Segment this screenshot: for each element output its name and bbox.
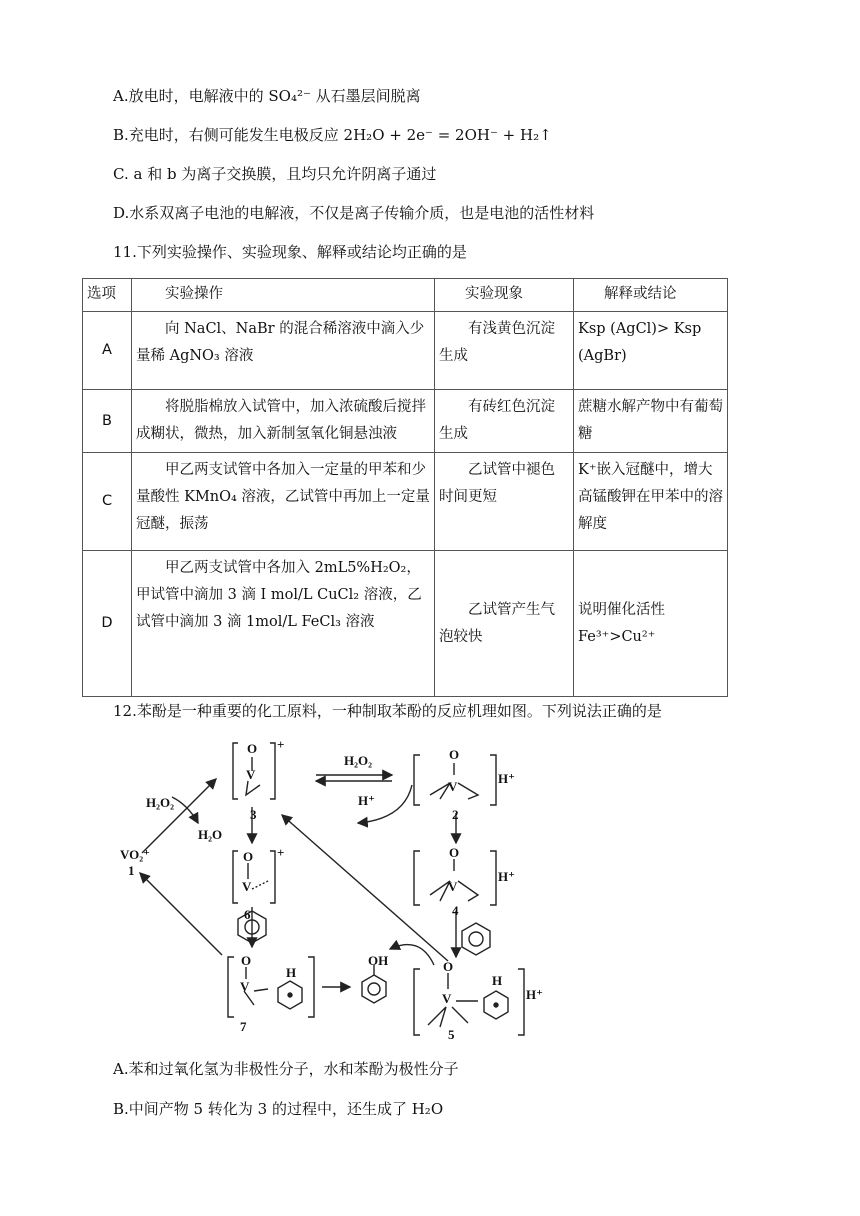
table-row (83, 312, 728, 390)
reagent-label: H⁺ (358, 793, 375, 808)
q12-option-a: A.苯和过氧化氢为非极性分子，水和苯酚为极性分子 (113, 1060, 459, 1078)
header-conclusion: 解释或结论 (574, 279, 728, 312)
q11-table (82, 278, 728, 697)
row-conclusion: 蔗糖水解产物中有葡萄糖 (574, 390, 728, 453)
reagent-label: H₂O₂ (146, 795, 175, 810)
q12-option-b: B.中间产物 5 转化为 3 的过程中，还生成了 H₂O (113, 1100, 444, 1118)
atom-label: V (442, 991, 452, 1006)
atom-label: H (492, 973, 503, 988)
row-option: A (83, 312, 132, 390)
row-operation: 甲乙两支试管中各加入一定量的甲苯和少量酸性 KMnO₄ 溶液，乙试管中再加上一定量冠醚，振荡 (132, 453, 435, 551)
header-operation: 实验操作 (132, 279, 435, 312)
species-label-5: 5 (448, 1027, 455, 1042)
row-operation: 向 NaCl、NaBr 的混合稀溶液中滴入少量稀 AgNO₃ 溶液 (132, 312, 435, 390)
atom-label: O (242, 849, 254, 864)
row-conclusion: Ksp (AgCl)> Ksp (AgBr) (574, 312, 728, 390)
row-phenomenon: 乙试管产生气泡较快 (435, 551, 574, 697)
atom-label: O (246, 741, 258, 756)
species-vo2: VO₂⁺ (120, 847, 150, 862)
reagent-label: H₂O (198, 827, 223, 842)
atom-label: V (242, 879, 252, 894)
row-operation: 甲乙两支试管中各加入 2mL5%H₂O₂，甲试管中滴加 3 滴 I mol/L CuCl₂ 溶液，乙试管中滴加 3 滴 1mol/L FeCl₃ 溶液 (132, 551, 435, 697)
row-phenomenon: 有砖红色沉淀生成 (435, 390, 574, 453)
q10-option-b: B.充电时，右侧可能发生电极反应 2H₂O + 2e⁻ = 2OH⁻ + H₂↑ (113, 126, 552, 144)
species-label-7: 7 (240, 1019, 247, 1034)
table-row (83, 453, 728, 551)
reaction-mechanism-diagram (112, 735, 562, 1045)
atom-label: V (448, 879, 458, 894)
header-option: 选项 (83, 279, 132, 312)
atom-label: H (286, 965, 297, 980)
row-phenomenon: 有浅黄色沉淀生成 (435, 312, 574, 390)
counter-ion: H⁺ (498, 771, 515, 786)
reagent-label: H₂O₂ (344, 753, 373, 768)
counter-ion: H⁺ (526, 987, 543, 1002)
charge-label: + (277, 845, 285, 860)
row-operation: 将脱脂棉放入试管中，加入浓硫酸后搅拌成糊状，微热，加入新制氢氧化铜悬浊液 (132, 390, 435, 453)
species-label-3: 3 (250, 807, 257, 822)
q10-option-d: D.水系双离子电池的电解液，不仅是离子传输介质，也是电池的活性材料 (113, 204, 595, 222)
product-label: OH (368, 953, 389, 968)
atom-label: O (448, 747, 460, 762)
row-option: C (83, 453, 132, 551)
row-option: B (83, 390, 132, 453)
table-row (83, 390, 728, 453)
q11-stem: 11.下列实验操作、实验现象、解释或结论均正确的是 (113, 243, 467, 261)
row-conclusion: 说明催化活性 Fe³⁺>Cu²⁺ (574, 551, 728, 697)
species-label-2: 2 (452, 807, 459, 822)
counter-ion: H⁺ (498, 869, 515, 884)
atom-label: O (448, 845, 460, 860)
q10-option-c: C. a 和 b 为离子交换膜，且均只允许阴离子通过 (113, 165, 437, 183)
atom-label: V (240, 979, 250, 994)
table-row (83, 551, 728, 697)
header-phenomenon: 实验现象 (435, 279, 574, 312)
atom-label: V (246, 767, 256, 782)
atom-label: O (240, 953, 252, 968)
species-label-4: 4 (452, 903, 459, 918)
charge-label: + (277, 737, 285, 752)
q12-stem: 12.苯酚是一种重要的化工原料，一种制取苯酚的反应机理如图。下列说法正确的是 (113, 702, 662, 720)
atom-label: V (448, 779, 458, 794)
row-phenomenon: 乙试管中褪色时间更短 (435, 453, 574, 551)
species-label-6: 6 (244, 907, 251, 922)
q10-option-a: A.放电时，电解液中的 SO₄²⁻ 从石墨层间脱离 (113, 87, 421, 105)
atom-label: O (442, 959, 454, 974)
table-header-row (83, 279, 728, 312)
row-option: D (83, 551, 132, 697)
species-label-1: 1 (128, 863, 135, 878)
row-conclusion: K⁺嵌入冠醚中，增大高锰酸钾在甲苯中的溶解度 (574, 453, 728, 551)
